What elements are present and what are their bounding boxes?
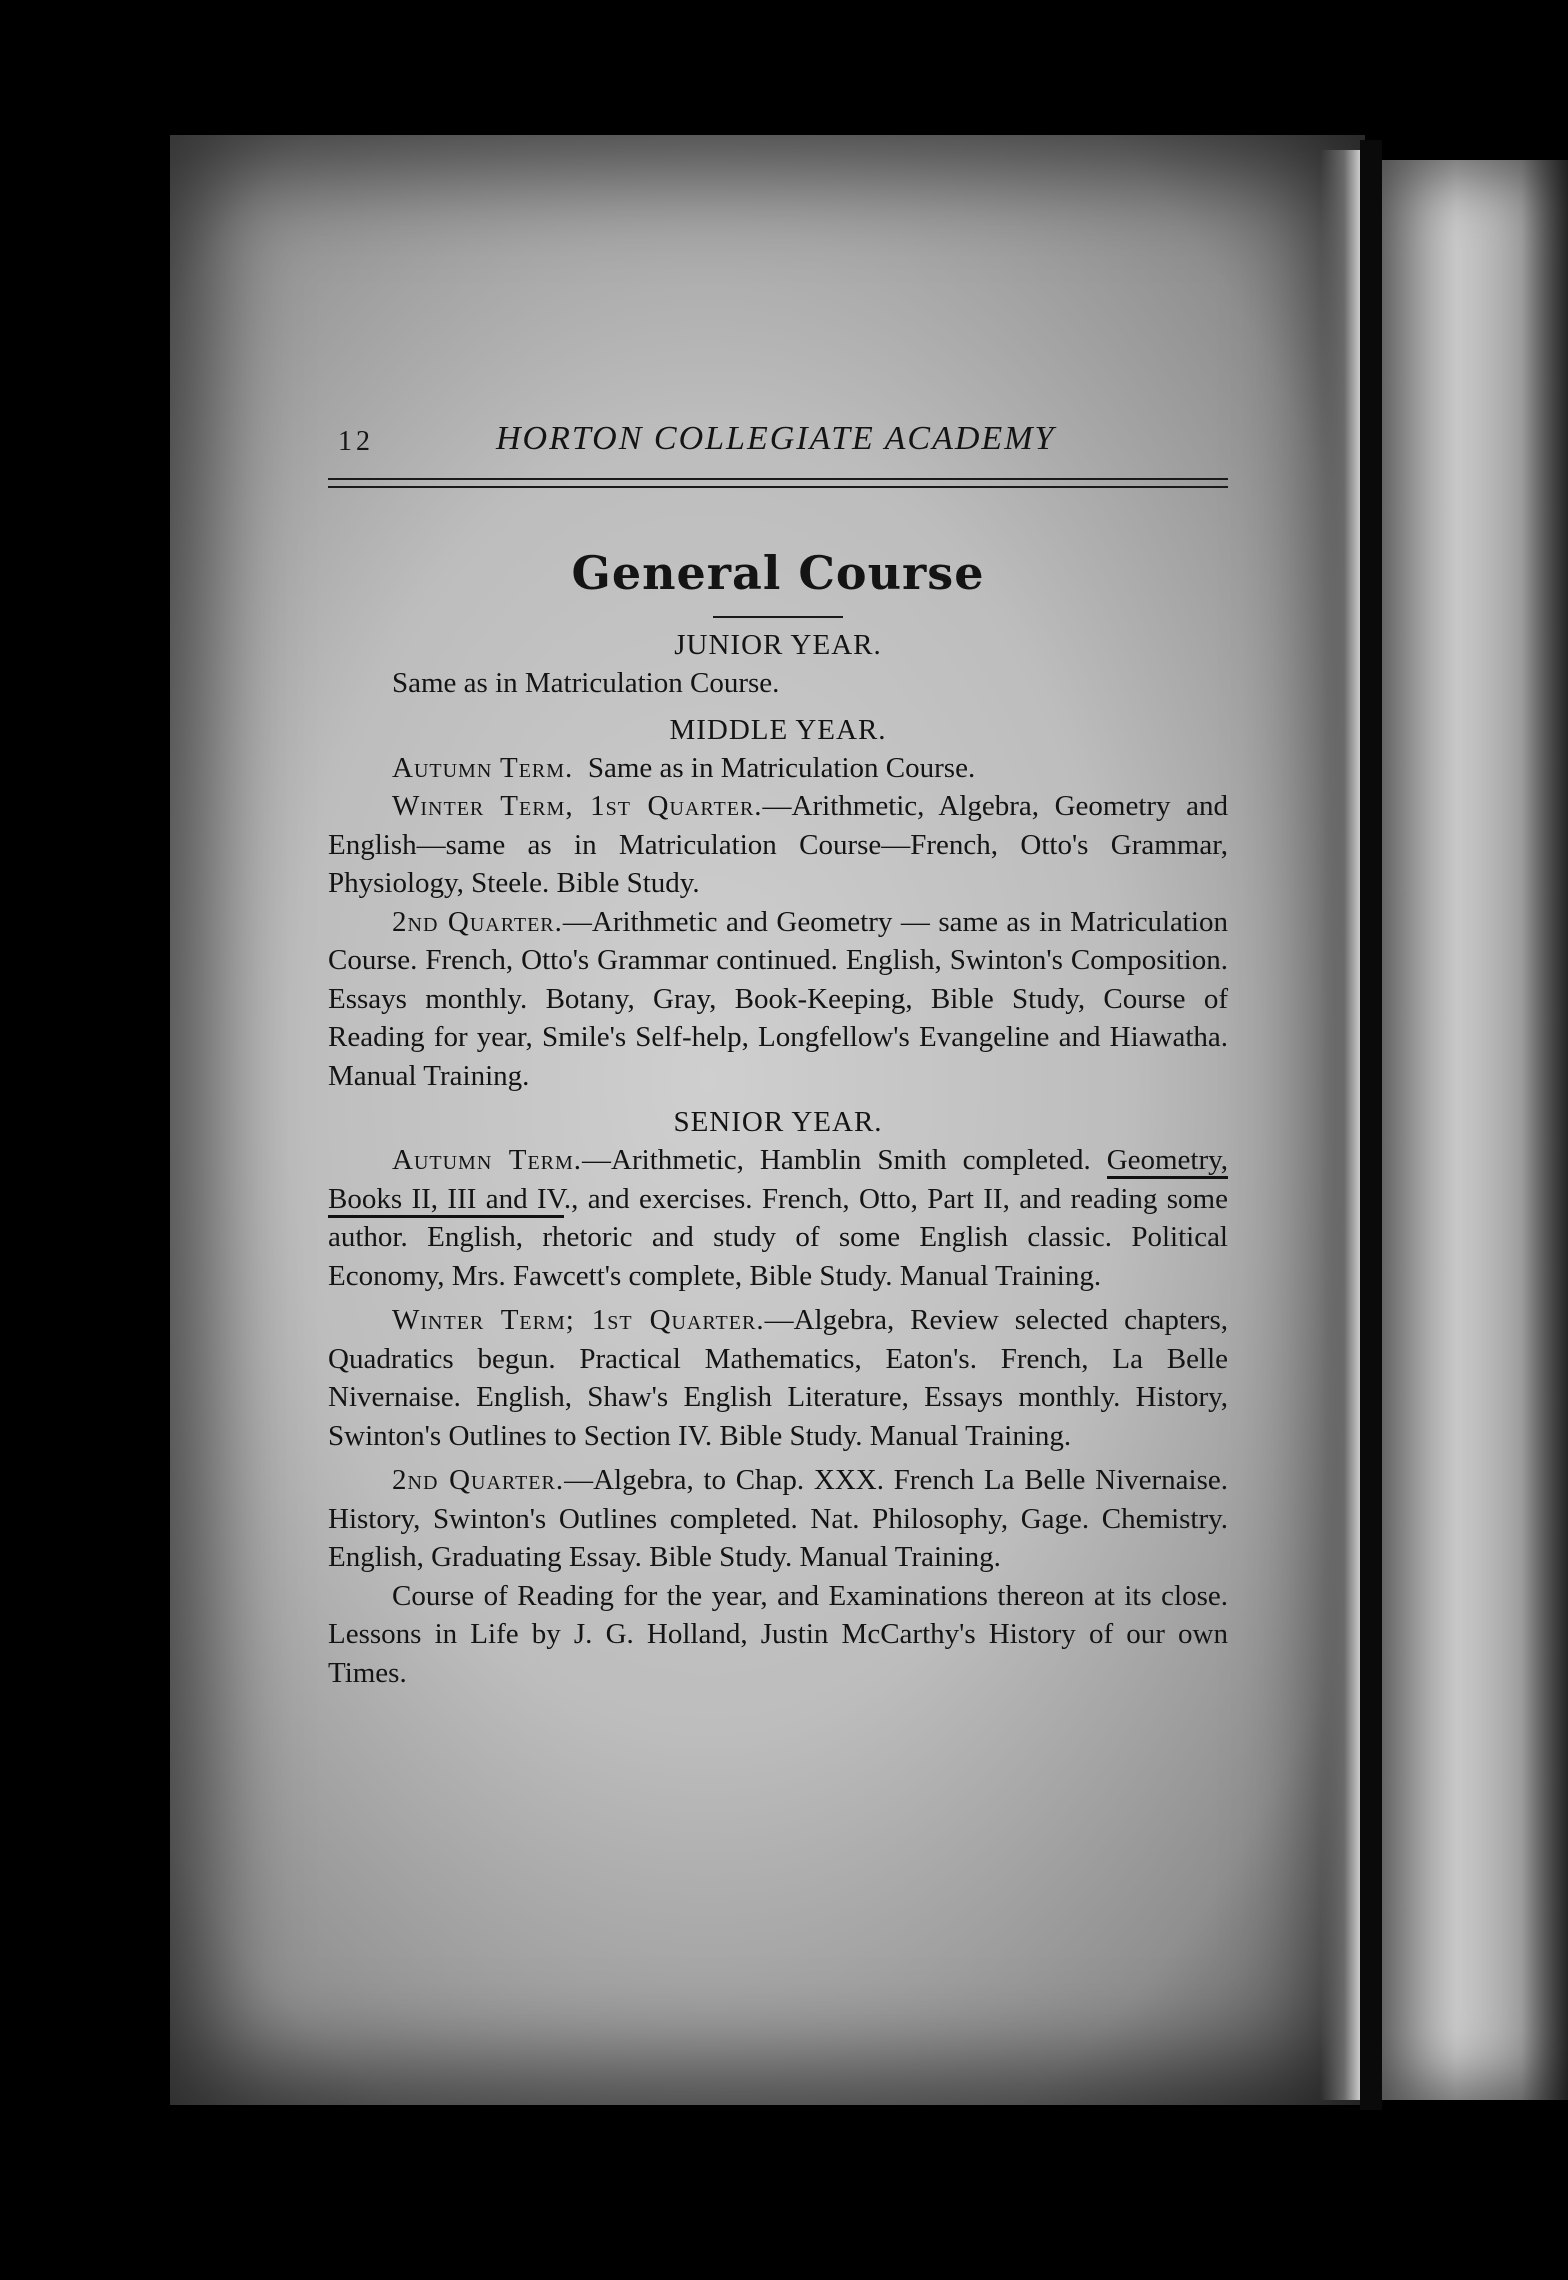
reading-paragraph: Course of Reading for the year, and Examinations thereon at its close. Lessons in Life by J. G. Holland, Justin McCarthy's History of our own Times.	[328, 1579, 1228, 1689]
term-label: Autumn Term.	[392, 1144, 583, 1176]
page-number: 12	[338, 426, 374, 457]
middle-autumn-paragraph: Autumn Term. Same as in Matriculation Course.	[392, 751, 976, 784]
middle-q2-paragraph: 2nd Quarter.—Arithmetic and Geometry — same as in Matriculation Course. French, Otto's Grammar continued. English, Swinton's Composition. Essays monthly. Botany, Gray, Book-Keeping, Bible Study, Course of Reading for year, Smile's Self-help, Longfellow's Evangeline and Hiawatha. Manual Training.	[328, 905, 1228, 1092]
page-content	[328, 420, 1228, 1692]
senior-year-heading: SENIOR YEAR.	[673, 1106, 883, 1138]
header-rule	[328, 478, 1228, 488]
middle-winter-paragraph: Winter Term, 1st Quarter.—Arithmetic, Algebra, Geometry and English—same as in Matriculation Course—French, Otto's Grammar, Physiology, Steele. Bible Study.	[328, 790, 1228, 899]
term-label: Winter Term; 1st Quarter.	[392, 1304, 765, 1336]
junior-year-text: Same as in Matriculation Course.	[392, 667, 780, 699]
term-label: 2nd Quarter.	[392, 905, 563, 938]
facing-page-edge	[1382, 160, 1568, 2100]
running-head	[328, 420, 1228, 470]
senior-autumn-paragraph: Autumn Term.—Arithmetic, Hamblin Smith completed. Geometry, Books II, III and IV., and exercises. French, Otto, Part II, and reading some author. English, rhetoric and study of some English classic. Political Economy, Mrs. Fawcett's complete, Bible Study. Manual Training.	[328, 1144, 1229, 1292]
junior-year-heading: JUNIOR YEAR.	[674, 629, 882, 661]
senior-winter-paragraph: Winter Term; 1st Quarter.—Algebra, Review selected chapters, Quadratics begun. Practical Mathematics, Eaton's. French, La Belle Nivernaise. English, Shaw's English Literature, Essays monthly. History, Swinton's Outlines to Section IV. Bible Study. Manual Training.	[328, 1304, 1228, 1452]
middle-year-heading: MIDDLE YEAR.	[669, 713, 887, 746]
section-title: General Course	[571, 546, 985, 600]
running-title: HORTON COLLEGIATE ACADEMY	[496, 420, 1056, 457]
term-label: Winter Term, 1st Quarter.	[392, 790, 763, 822]
page-divider	[1360, 140, 1382, 2110]
underlined-phrase: Geometry, Books II, III and IV	[328, 1144, 1228, 1218]
senior-q2-paragraph: 2nd Quarter.—Algebra, to Chap. XXX. French La Belle Nivernaise. History, Swinton's Outlines completed. Nat. Philosophy, Gage. Chemistry. English, Graduating Essay. Bible Study. Manual Training.	[328, 1464, 1228, 1573]
title-rule	[713, 616, 843, 618]
term-label: 2nd Quarter.	[392, 1464, 565, 1496]
term-label: Autumn Term.	[392, 751, 574, 784]
